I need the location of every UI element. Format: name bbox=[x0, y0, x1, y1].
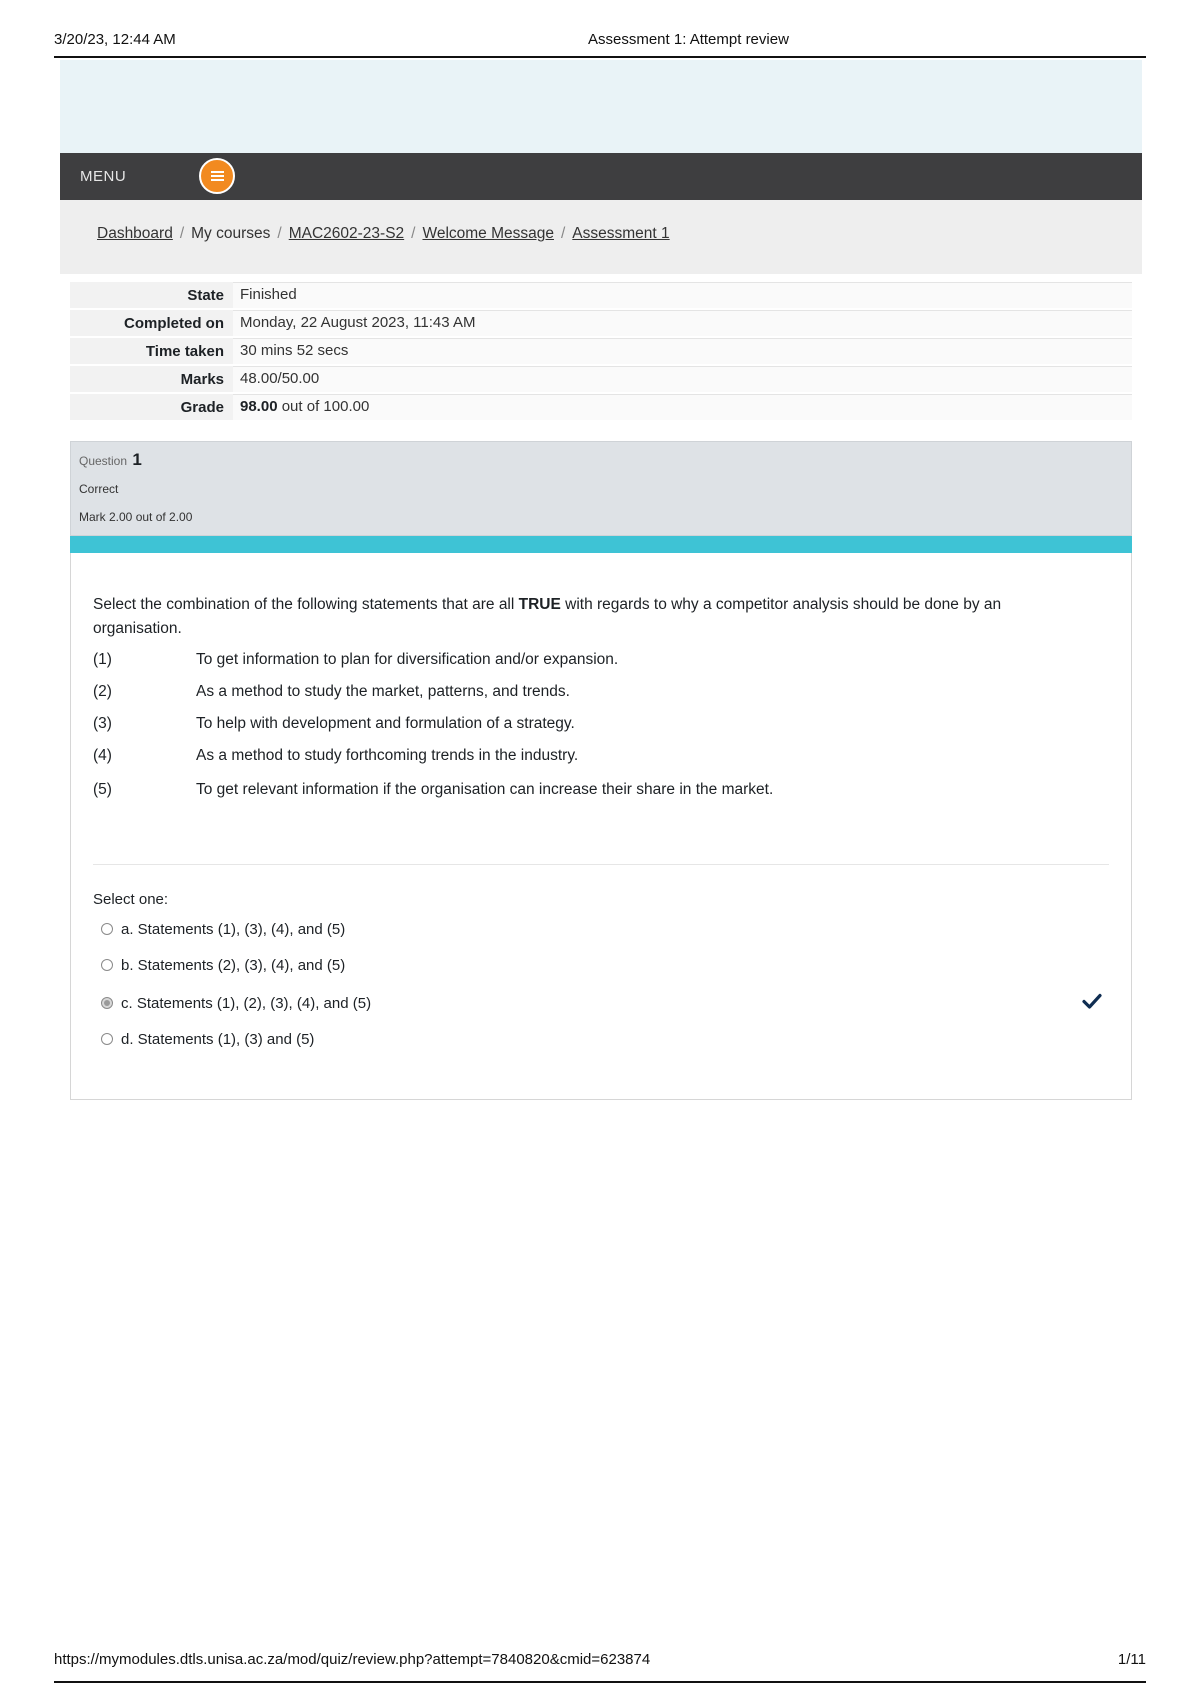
answer-option-a[interactable] bbox=[101, 921, 345, 941]
question-state: Correct bbox=[79, 482, 119, 496]
radio-button-selected[interactable] bbox=[101, 997, 113, 1009]
breadcrumb-assessment[interactable]: Assessment 1 bbox=[572, 225, 670, 242]
question-text bbox=[93, 593, 1093, 641]
question-mark: Mark 2.00 out of 2.00 bbox=[79, 510, 193, 524]
menu-toggle-button[interactable] bbox=[199, 158, 235, 194]
statement-text: As a method to study forthcoming trends in the industry. bbox=[196, 747, 579, 764]
divider bbox=[93, 864, 1109, 865]
summary-label: Grade bbox=[70, 394, 233, 420]
question-number-value: 1 bbox=[132, 450, 142, 469]
radio-button[interactable] bbox=[101, 923, 113, 935]
check-icon bbox=[1082, 992, 1102, 1010]
statement-text: To get information to plan for diversification and/or expansion. bbox=[196, 651, 619, 668]
attempt-summary-table bbox=[70, 282, 1132, 422]
print-footer bbox=[54, 1651, 1146, 1683]
answer-option-label: b. Statements (2), (3), (4), and (5) bbox=[121, 957, 346, 974]
summary-value: Finished bbox=[233, 282, 1132, 308]
answer-option-label: d. Statements (1), (3) and (5) bbox=[121, 1031, 315, 1048]
question-status-bar bbox=[70, 536, 1132, 553]
summary-label: Marks bbox=[70, 366, 233, 392]
statement-number: (5) bbox=[93, 781, 112, 798]
print-title: Assessment 1: Attempt review bbox=[588, 31, 789, 48]
menu-label: MENU bbox=[80, 168, 127, 185]
print-header bbox=[54, 28, 1146, 58]
breadcrumb-my-courses: My courses bbox=[191, 225, 271, 242]
print-date: 3/20/23, 12:44 AM bbox=[54, 31, 176, 48]
radio-button[interactable] bbox=[101, 959, 113, 971]
question-number bbox=[79, 450, 142, 470]
answer-option-b[interactable] bbox=[101, 957, 345, 977]
question-text-before: Select the combination of the following statements that are all bbox=[93, 596, 519, 613]
summary-value: 30 mins 52 secs bbox=[233, 338, 1132, 364]
summary-row-state bbox=[70, 282, 1132, 310]
summary-label: State bbox=[70, 282, 233, 308]
statement-number: (1) bbox=[93, 651, 112, 668]
grade-suffix: out of 100.00 bbox=[281, 398, 370, 415]
answer-option-c[interactable] bbox=[101, 995, 371, 1015]
breadcrumb-separator: / bbox=[277, 225, 282, 242]
breadcrumb-dashboard[interactable]: Dashboard bbox=[97, 225, 173, 242]
summary-value bbox=[233, 394, 1132, 420]
site-banner bbox=[60, 60, 1142, 154]
hamburger-icon bbox=[211, 171, 224, 181]
breadcrumb bbox=[97, 225, 670, 243]
question-text-bold: TRUE bbox=[518, 596, 561, 613]
breadcrumb-bar bbox=[60, 200, 1142, 274]
radio-button[interactable] bbox=[101, 1033, 113, 1045]
statement-text: As a method to study the market, patterns, and trends. bbox=[196, 683, 570, 700]
breadcrumb-separator: / bbox=[411, 225, 416, 242]
question-content bbox=[70, 553, 1132, 1100]
page-url: https://mymodules.dtls.unisa.ac.za/mod/quiz/review.php?attempt=7840820&cmid=623874 bbox=[54, 1651, 651, 1668]
grade-score: 98.00 bbox=[240, 398, 278, 415]
question-text-after: with regards to why a competitor analysis should be done by an organisation. bbox=[93, 596, 1002, 637]
select-one-prompt: Select one: bbox=[93, 891, 169, 908]
breadcrumb-separator: / bbox=[560, 225, 566, 242]
summary-value: 48.00/50.00 bbox=[233, 366, 1132, 392]
answer-option-label: a. Statements (1), (3), (4), and (5) bbox=[121, 921, 346, 938]
menu-bar bbox=[60, 153, 1142, 200]
summary-row-time-taken bbox=[70, 338, 1132, 366]
answer-option-d[interactable] bbox=[101, 1031, 314, 1051]
answer-option-label: c. Statements (1), (2), (3), (4), and (5) bbox=[121, 995, 372, 1012]
statement-number: (3) bbox=[93, 715, 112, 732]
page-number: 1/11 bbox=[1117, 1651, 1146, 1668]
summary-label: Completed on bbox=[70, 310, 233, 336]
question-info-panel bbox=[70, 441, 1132, 536]
statement-text: To get relevant information if the organisation can increase their share in the market. bbox=[196, 781, 774, 798]
summary-row-marks bbox=[70, 366, 1132, 394]
breadcrumb-separator: / bbox=[179, 225, 185, 242]
summary-label: Time taken bbox=[70, 338, 233, 364]
question-label: Question bbox=[79, 454, 128, 468]
summary-value: Monday, 22 August 2023, 11:43 AM bbox=[233, 310, 1132, 336]
summary-row-grade bbox=[70, 394, 1132, 422]
summary-row-completed bbox=[70, 310, 1132, 338]
statement-number: (2) bbox=[93, 683, 112, 700]
statement-number: (4) bbox=[93, 747, 112, 764]
breadcrumb-course[interactable]: MAC2602-23-S2 bbox=[288, 225, 405, 242]
statement-text: To help with development and formulation of a strategy. bbox=[196, 715, 575, 732]
breadcrumb-welcome-message[interactable]: Welcome Message bbox=[422, 225, 554, 242]
